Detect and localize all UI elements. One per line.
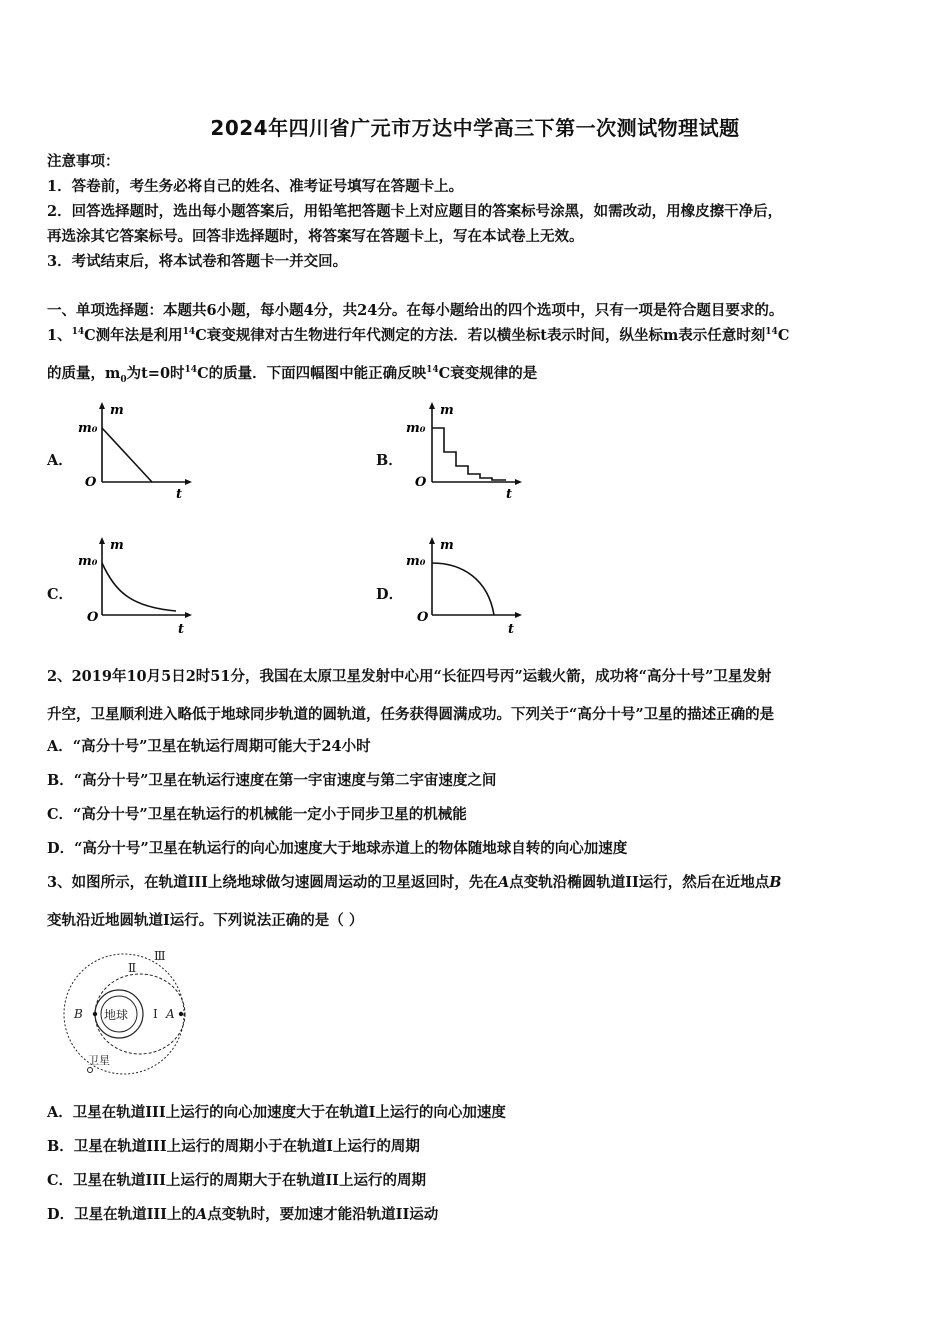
graph-b	[402, 400, 532, 502]
origin-label: O	[87, 610, 99, 625]
orbit-1-label: I	[153, 1007, 158, 1021]
x-axis-label: t	[506, 487, 513, 502]
section-heading: 一、单项选择题：本题共6小题，每小题4分，共24分。在每小题给出的四个选项中，只有一项是符合题目要求的。	[47, 302, 784, 319]
notice-item: 1．答卷前，考生务必将自己的姓名、准考证号填写在答题卡上。	[47, 178, 464, 195]
question-2-line-1: 2、2019年10月5日2时51分，我国在太原卫星发射中心用“长征四号丙”运载火箭，成功将“高分十号”卫星发射	[47, 668, 772, 685]
question-3-line-1: 3、如图所示，在轨道III上绕地球做匀速圆周运动的卫星返回时，先在A点变轨沿椭圆轨道II运行，然后在近地点B	[47, 874, 782, 891]
m0-label: m₀	[78, 421, 98, 436]
satellite-label: 卫星	[88, 1054, 110, 1067]
notice-item: 2．回答选择题时，选出每小题答案后，用铅笔把答题卡上对应题目的答案标号涂黑，如需改动，用橡皮擦干净后，	[47, 203, 783, 220]
option: B．“高分十号”卫星在轨运行速度在第一宇宙速度与第二宇宙速度之间	[47, 772, 497, 789]
origin-label: O	[417, 610, 429, 625]
question-2-line-2: 升空，卫星顺利进入略低于地球同步轨道的圆轨道，任务获得圆满成功。下列关于“高分十号”卫星的描述正确的是	[47, 706, 775, 723]
option: D．卫星在轨道III上的A点变轨时，要加速才能沿轨道II运动	[47, 1206, 439, 1223]
y-axis-label: m	[440, 403, 454, 418]
x-axis-label: t	[178, 622, 185, 637]
earth-label: 地球	[104, 1008, 129, 1022]
option-label: D．	[376, 586, 404, 603]
option: C．卫星在轨道III上运行的周期大于在轨道II上运行的周期	[47, 1172, 426, 1189]
option: C．“高分十号”卫星在轨运行的机械能一定小于同步卫星的机械能	[47, 806, 467, 823]
option: D．“高分十号”卫星在轨运行的向心加速度大于地球赤道上的物体随地球自转的向心加速度	[47, 840, 628, 857]
point-a-label: A	[166, 1007, 175, 1021]
orbit-diagram	[62, 944, 202, 1084]
x-axis-label: t	[508, 622, 515, 637]
y-axis-label: m	[110, 538, 124, 553]
m0-label: m₀	[406, 421, 426, 436]
question-1-line-2: 的质量，$m_0$为t=0时$^{14}$C的质量．下面四幅图中能正确反映$^{14}$C衰变规律的是	[47, 365, 538, 385]
graph-d	[402, 535, 532, 637]
point-b	[93, 1012, 97, 1016]
m0-label: m₀	[78, 554, 98, 569]
option: B．卫星在轨道III上运行的周期小于在轨道I上运行的周期	[47, 1138, 420, 1155]
option: A．“高分十号”卫星在轨运行周期可能大于24小时	[47, 738, 371, 755]
notice-heading: 注意事项：	[47, 153, 120, 170]
option: A．卫星在轨道III上运行的向心加速度大于在轨道I上运行的向心加速度	[47, 1104, 506, 1121]
y-axis-label: m	[440, 538, 454, 553]
x-axis-label: t	[176, 487, 183, 502]
satellite-icon	[88, 1068, 93, 1073]
point-b-label: B	[74, 1007, 83, 1021]
option-label: A．	[47, 452, 73, 469]
notice-item: 3．考试结束后，将本试卷和答题卡一并交回。	[47, 253, 348, 270]
orbit-3-label: Ⅲ	[154, 949, 166, 963]
page-title: 2024年四川省广元市万达中学高三下第一次测试物理试题	[210, 116, 740, 140]
y-axis-label: m	[110, 403, 124, 418]
origin-label: O	[85, 475, 97, 490]
option-label: B．	[376, 452, 403, 469]
option-label: C．	[47, 586, 74, 603]
question-3-line-2: 变轨沿近地圆轨道I运行。下列说法正确的是（ ）	[47, 912, 364, 929]
notice-item: 再选涂其它答案标号。回答非选择题时，将答案写在答题卡上，写在本试卷上无效。	[47, 228, 584, 245]
question-1-line-1: 1、$^{14}$C测年法是利用$^{14}$C衰变规律对古生物进行年代测定的方法．若以横坐标t表示时间，纵坐标m表示任意时刻$^{14}$C	[47, 327, 790, 344]
origin-label: O	[415, 475, 427, 490]
orbit-2-label: Ⅱ	[128, 961, 137, 975]
point-a	[179, 1012, 183, 1016]
graph-c	[72, 535, 202, 637]
m0-label: m₀	[406, 554, 426, 569]
graph-a	[72, 400, 202, 502]
